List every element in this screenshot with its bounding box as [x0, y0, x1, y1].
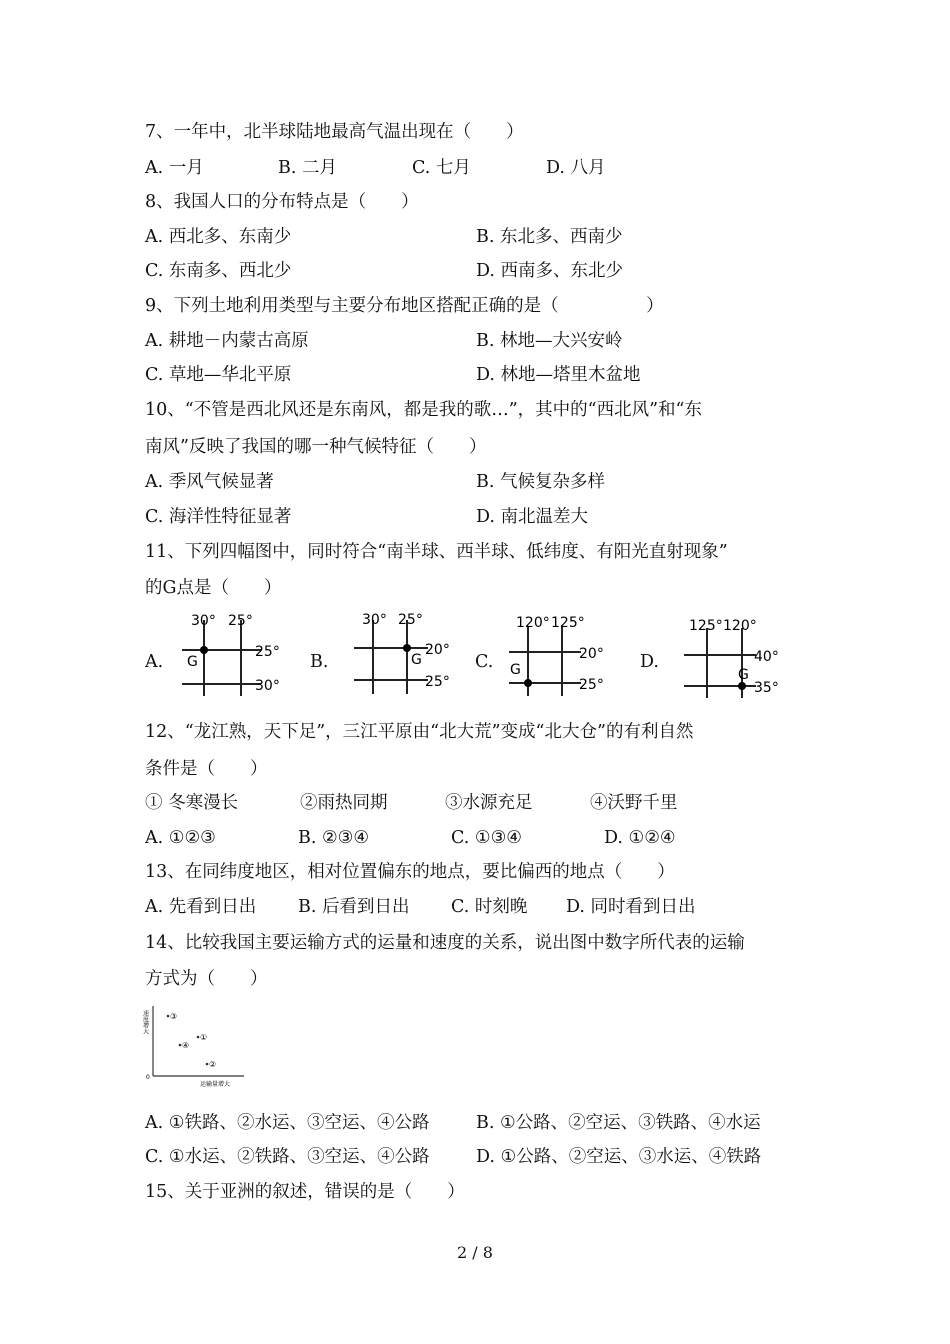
- fig-b-top2: 25°: [398, 612, 423, 628]
- q13-stem: 13、在同纬度地区，相对位置偏东的地点，要比偏西的地点（ ）: [145, 862, 675, 882]
- q9-option-d: D. 林地—塔里木盆地: [476, 365, 641, 385]
- y-axis-label: 速度增大: [141, 1010, 149, 1034]
- q14-stem-line1: 14、比较我国主要运输方式的运量和速度的关系，说出图中数字所代表的运输: [145, 933, 745, 953]
- q11-option-a-label: A.: [145, 652, 164, 672]
- q7-option-d: D. 八月: [546, 158, 606, 178]
- fig-b-point-label: G: [411, 652, 422, 668]
- q13-option-b: B. 后看到日出: [298, 897, 410, 917]
- q10-stem-line1: 10、“不管是西北风还是东南风，都是我的歌…”，其中的“西北风”和“东: [145, 400, 702, 420]
- x-axis-label: 运输量增大: [200, 1081, 231, 1088]
- q12-item-2: ②雨热同期: [300, 793, 388, 813]
- point-2-dot: [206, 1063, 209, 1066]
- fig-b-top1: 30°: [362, 612, 387, 628]
- point-3-dot: [167, 1015, 170, 1018]
- q13-option-c: C. 时刻晚: [451, 897, 528, 917]
- fig-d-point-label: G: [738, 667, 749, 683]
- q7-stem: 7、一年中，北半球陆地最高气温出现在（ ）: [145, 122, 524, 142]
- q10-stem-line2: 南风”反映了我国的哪一种气候特征（ ）: [145, 437, 487, 457]
- q14-option-a: A. ①铁路、②水运、③空运、④公路: [145, 1113, 430, 1133]
- page-number: 2 / 8: [457, 1243, 493, 1262]
- fig-c-right1: 20°: [579, 646, 604, 662]
- q8-option-a: A. 西北多、东南少: [145, 227, 292, 247]
- q11-figure-b: [348, 606, 468, 701]
- fig-d-right1: 40°: [754, 649, 779, 665]
- fig-d-right2: 35°: [754, 680, 779, 696]
- q9-option-a: A. 耕地－内蒙古高原: [145, 331, 309, 351]
- q9-option-c: C. 草地—华北平原: [145, 365, 292, 385]
- q12-option-c: C. ①③④: [451, 828, 522, 848]
- q10-option-d: D. 南北温差大: [476, 507, 589, 527]
- fig-c-point-label: G: [510, 662, 521, 678]
- q12-option-b: B. ②③④: [298, 828, 370, 848]
- q10-option-a: A. 季风气候显著: [145, 472, 274, 492]
- fig-a-top2: 25°: [228, 613, 253, 629]
- fig-c-top2: 125°: [551, 615, 585, 631]
- q7-option-a: A. 一月: [145, 158, 204, 178]
- q8-option-b: B. 东北多、西南少: [476, 227, 623, 247]
- q15-stem: 15、关于亚洲的叙述，错误的是（ ）: [145, 1182, 465, 1202]
- q8-option-c: C. 东南多、西北少: [145, 261, 292, 281]
- q14-transport-chart: [140, 1000, 250, 1090]
- q11-option-b-label: B.: [310, 652, 329, 672]
- q14-stem-line2: 方式为（ ）: [145, 969, 268, 989]
- q13-option-d: D. 同时看到日出: [566, 897, 696, 917]
- q12-stem-line2: 条件是（ ）: [145, 759, 268, 779]
- q13-option-a: A. 先看到日出: [145, 897, 257, 917]
- fig-a-right2: 30°: [255, 678, 280, 694]
- q7-option-b: B. 二月: [278, 158, 337, 178]
- fig-b-right2: 25°: [425, 674, 450, 690]
- point-3-label: ③: [170, 1012, 178, 1021]
- q14-option-d: D. ①公路、②空运、③水运、④铁路: [476, 1147, 762, 1167]
- fig-c-right2: 25°: [579, 677, 604, 693]
- point-g-marker: [403, 644, 411, 652]
- fig-c-top1: 120°: [516, 615, 550, 631]
- fig-a-top1: 30°: [191, 613, 216, 629]
- point-g-marker: [200, 646, 208, 654]
- q12-stem-line1: 12、“龙江熟，天下足”，三江平原由“北大荒”变成“北大仓”的有利自然: [145, 722, 694, 742]
- fig-d-top1: 125°: [689, 618, 723, 634]
- q8-option-d: D. 西南多、东北少: [476, 261, 624, 281]
- q12-option-d: D. ①②④: [604, 828, 676, 848]
- origin-label: 0: [146, 1074, 150, 1081]
- q11-figure-c: [503, 608, 623, 703]
- q12-item-1: ① 冬寒漫长: [145, 793, 239, 813]
- q14-option-c: C. ①水运、②铁路、③空运、④公路: [145, 1147, 430, 1167]
- point-1-dot: [197, 1036, 200, 1039]
- q10-option-b: B. 气候复杂多样: [476, 472, 605, 492]
- point-g-marker: [738, 682, 746, 690]
- point-1-label: ①: [200, 1033, 208, 1042]
- point-g-marker: [524, 679, 532, 687]
- fig-a-right1: 25°: [255, 644, 280, 660]
- q14-option-b: B. ①公路、②空运、③铁路、④水运: [476, 1113, 761, 1133]
- q12-item-3: ③水源充足: [445, 793, 533, 813]
- point-4-label: ④: [182, 1041, 190, 1050]
- q9-stem: 9、下列土地利用类型与主要分布地区搭配正确的是（ ）: [145, 296, 664, 316]
- q10-option-c: C. 海洋性特征显著: [145, 507, 292, 527]
- q11-option-c-label: C.: [475, 652, 494, 672]
- q9-option-b: B. 林地—大兴安岭: [476, 331, 623, 351]
- q11-stem-line1: 11、下列四幅图中，同时符合“南半球、西半球、低纬度、有阳光直射现象”: [145, 542, 728, 562]
- fig-d-top2: 120°: [723, 618, 757, 634]
- point-2-label: ②: [209, 1060, 217, 1069]
- q11-option-d-label: D.: [640, 652, 659, 672]
- q12-option-a: A. ①②③: [145, 828, 216, 848]
- q11-figure-d: [676, 610, 796, 705]
- q7-option-c: C. 七月: [412, 158, 471, 178]
- q11-stem-line2: 的G点是（ ）: [145, 578, 282, 598]
- q11-figure-a: [175, 608, 295, 703]
- q8-stem: 8、我国人口的分布特点是（ ）: [145, 192, 419, 212]
- q12-item-4: ④沃野千里: [590, 793, 678, 813]
- fig-a-point-label: G: [187, 654, 198, 670]
- point-4-dot: [179, 1044, 182, 1047]
- fig-b-right1: 20°: [425, 642, 450, 658]
